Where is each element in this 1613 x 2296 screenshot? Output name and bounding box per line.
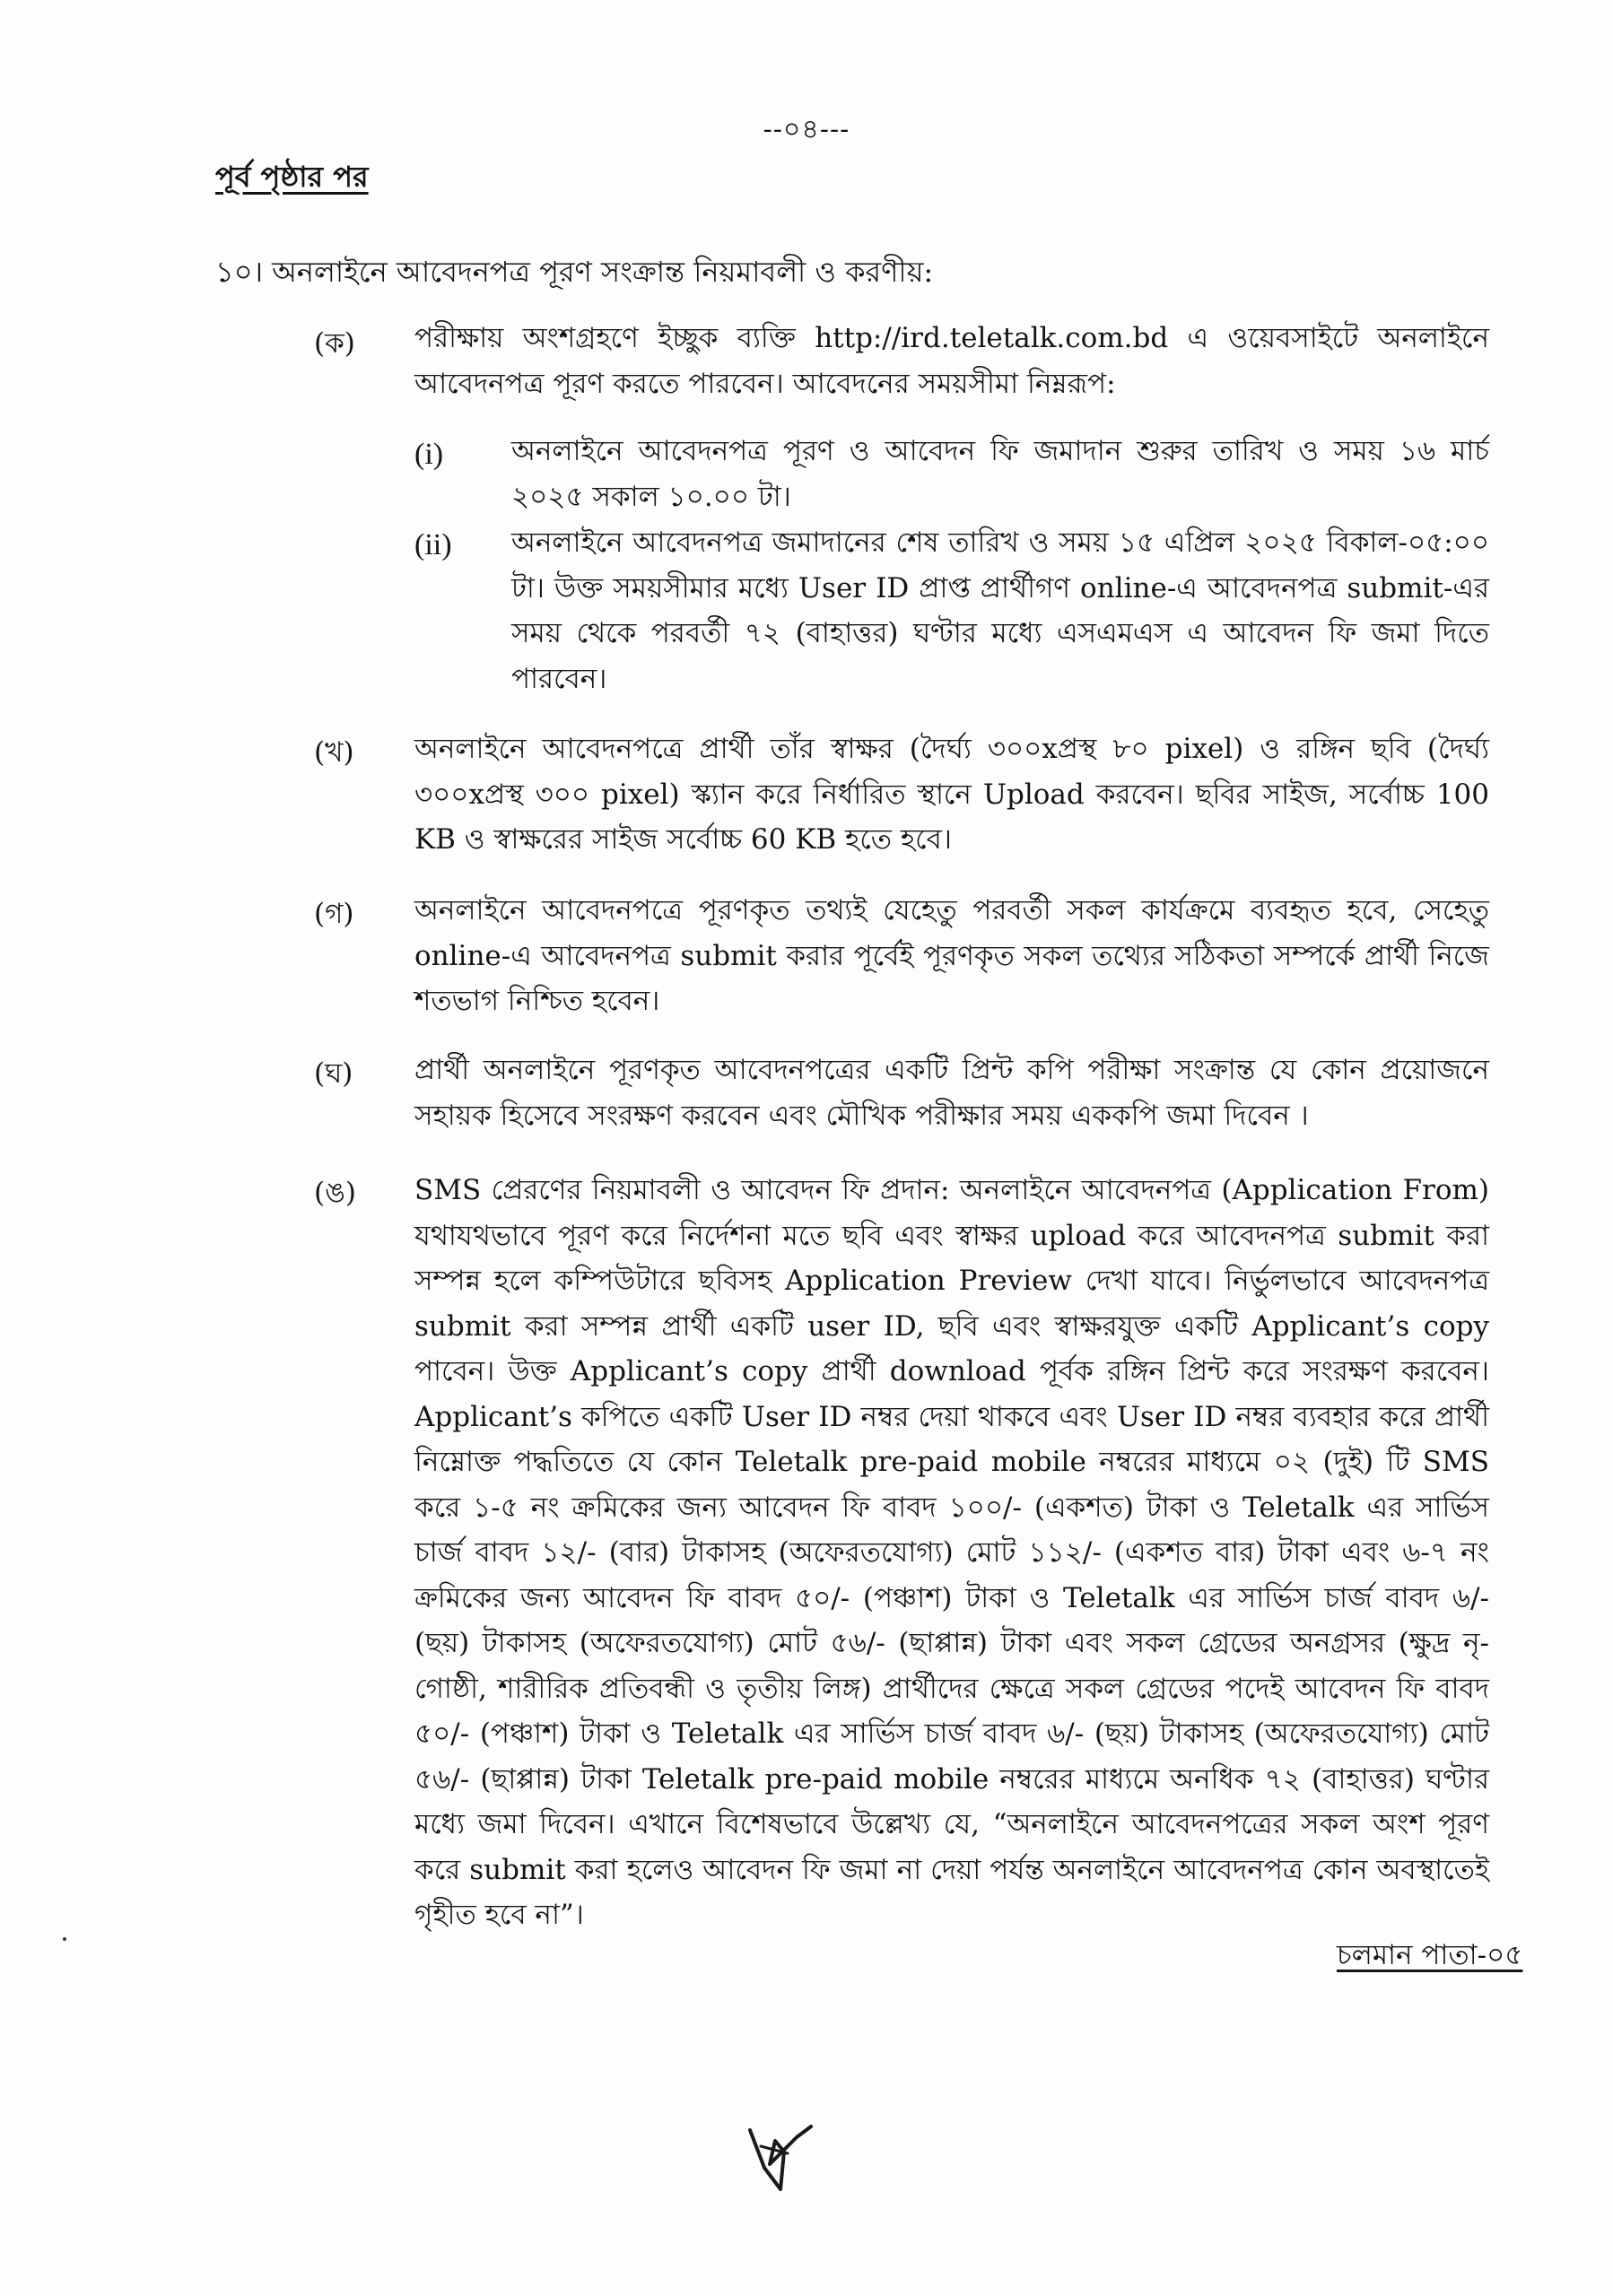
item-label: (খ) bbox=[314, 736, 354, 769]
running-page-note: চলমান পাতা-০৫ bbox=[1337, 1939, 1523, 1971]
item-text: SMS প্রেরণের নিয়মাবলী ও আবেদন ফি প্রদান: অনলাইনে আবেদনপত্র (Application From) যথাযথভাবে পূরণ করে নির্দেশনা মতে ছবি এবং স্বাক্ষর upload করে আবেদনপত্র submit করা সম্পন্ন হলে কম্পিউটারে ছবিসহ Application Preview দেখা যাবে। নির্ভুলভাবে আবেদনপত্র submit করা সম্পন্ন প্রার্থী একটি user ID, ছবি এবং স্বাক্ষরযুক্ত একটি Applicant’s copy পাবেন। উক্ত Applicant’s copy প্রার্থী download পূর্বক রঙ্গিন প্রিন্ট করে সংরক্ষণ করবেন। Applicant’s কপিতে একটি User ID নম্বর দেয়া থাকবে এবং User ID নম্বর ব্যবহার করে প্রার্থী নিম্নোক্ত পদ্ধতিতে যে কোন Teletalk pre-paid mobile নম্বরের মাধ্যমে ০২ (দুই) টি SMS করে ১-৫ নং ক্রমিকের জন্য আবেদন ফি বাবদ ১০০/- (একশত) টাকা ও Teletalk এর সার্ভিস চার্জ বাবদ ১২/- (বার) টাকাসহ (অফেরতযোগ্য) মোট ১১২/- (একশত বার) টাকা এবং ৬-৭ নং ক্রমিকের জন্য আবেদন ফি বাবদ ৫০/- (পঞ্চাশ) টাকা ও Teletalk এর সার্ভিস চার্জ বাবদ ৬/- (ছয়) টাকাসহ (অফেরতযোগ্য) মোট ৫৬/- (ছাপ্পান্ন) টাকা এবং সকল গ্রেডের অনগ্রসর (ক্ষুদ্র নৃ-গোষ্ঠী, শারীরিক প্রতিবন্ধী ও তৃতীয় লিঙ্গ) প্রার্থীদের ক্ষেত্রে সকল গ্রেডের পদেই আবেদন ফি বাবদ ৫০/- (পঞ্চাশ) টাকা ও Teletalk এর সার্ভিস চার্জ বাবদ ৬/- (ছয়) টাকাসহ (অফেরতযোগ্য) মোট ৫৬/- (ছাপ্পান্ন) টাকা Teletalk pre-paid mobile নম্বরের মাধ্যমে অনধিক ৭২ (বাহাত্তর) ঘণ্টার মধ্যে জমা দিবেন। এখানে বিশেষভাবে উল্লেখ্য যে, “অনলাইনে আবেদনপত্রের সকল অংশ পূরণ করে submit করা হলেও আবেদন ফি জমা না দেয়া পর্যন্ত অনলাইনে আবেদনপত্র কোন অবস্থাতেই গৃহীত হবে না”। bbox=[414, 1174, 1489, 1931]
subitem-text: অনলাইনে আবেদনপত্র পূরণ ও আবেদন ফি জমাদান শুরুর তারিখ ও সময় ১৬ মার্চ ২০২৫ সকাল ১০.০০ টা। bbox=[511, 435, 1489, 513]
item-label: (ক) bbox=[314, 327, 355, 360]
item-text: অনলাইনে আবেদনপত্রে পূরণকৃত তথ্যই যেহেতু পরবর্তী সকল কার্যক্রমে ব্যবহৃত হবে, সেহেতু online-এ আবেদনপত্র submit করার পূর্বেই পূরণকৃত সকল তথ্যের সঠিকতা সম্পর্কে প্রার্থী নিজে শতভাগ নিশ্চিত হবেন। bbox=[414, 894, 1489, 1017]
item-text: পরীক্ষায় অংশগ্রহণে ইচ্ছুক ব্যক্তি http://ird.teletalk.com.bd এ ওয়েবসাইটে অনলাইনে আবেদনপত্র পূরণ করতে পারবেন। আবেদনের সময়সীমা নিম্নরূপ: bbox=[414, 322, 1489, 400]
item-text: প্রার্থী অনলাইনে পূরণকৃত আবেদনপত্রের একটি প্রিন্ট কপি পরীক্ষা সংক্রান্ত যে কোন প্রয়োজনে সহায়ক হিসেবে সংরক্ষণ করবেন এবং মৌখিক পরীক্ষার সময় এককপি জমা দিবেন । bbox=[414, 1054, 1489, 1132]
scan-speck bbox=[63, 1937, 66, 1941]
signature-mark bbox=[734, 2112, 824, 2202]
item-label: (ঙ) bbox=[314, 1177, 356, 1209]
subitem-label: (ii) bbox=[414, 528, 452, 561]
item-label: (ঘ) bbox=[314, 1057, 353, 1090]
subitem-label: (i) bbox=[414, 438, 444, 471]
item-text: অনলাইনে আবেদনপত্রে প্রার্থী তাঁর স্বাক্ষর (দৈর্ঘ্য ৩০০xপ্রস্থ ৮০ pixel) ও রঙ্গিন ছবি (দৈর্ঘ্য ৩০০xপ্রস্থ ৩০০ pixel) স্ক্যান করে নির্ধারিত স্থানে Upload করবেন। ছবির সাইজ, সর্বোচ্চ 100 KB ও স্বাক্ষরের সাইজ সর্বোচ্চ 60 KB হতে হবে। bbox=[414, 733, 1489, 856]
continued-heading: পূর্ব পৃষ্ঠার পর bbox=[215, 160, 369, 194]
section-heading: ১০। অনলাইনে আবেদনপত্র পূরণ সংক্রান্ত নিয়মাবলী ও করণীয়: bbox=[215, 255, 934, 289]
subitem-text: অনলাইনে আবেদনপত্র জমাদানের শেষ তারিখ ও সময় ১৫ এপ্রিল ২০২৫ বিকাল-০৫:০০ টা। উক্ত সময়সীমার মধ্যে User ID প্রাপ্ত প্রার্থীগণ online-এ আবেদনপত্র submit-এর সময় থেকে পরবর্তী ৭২ (বাহাত্তর) ঘণ্টার মধ্যে এসএমএস এ আবেদন ফি জমা দিতে পারবেন। bbox=[511, 526, 1489, 695]
item-label: (গ) bbox=[314, 898, 354, 930]
page-number: --০৪--- bbox=[763, 114, 850, 145]
